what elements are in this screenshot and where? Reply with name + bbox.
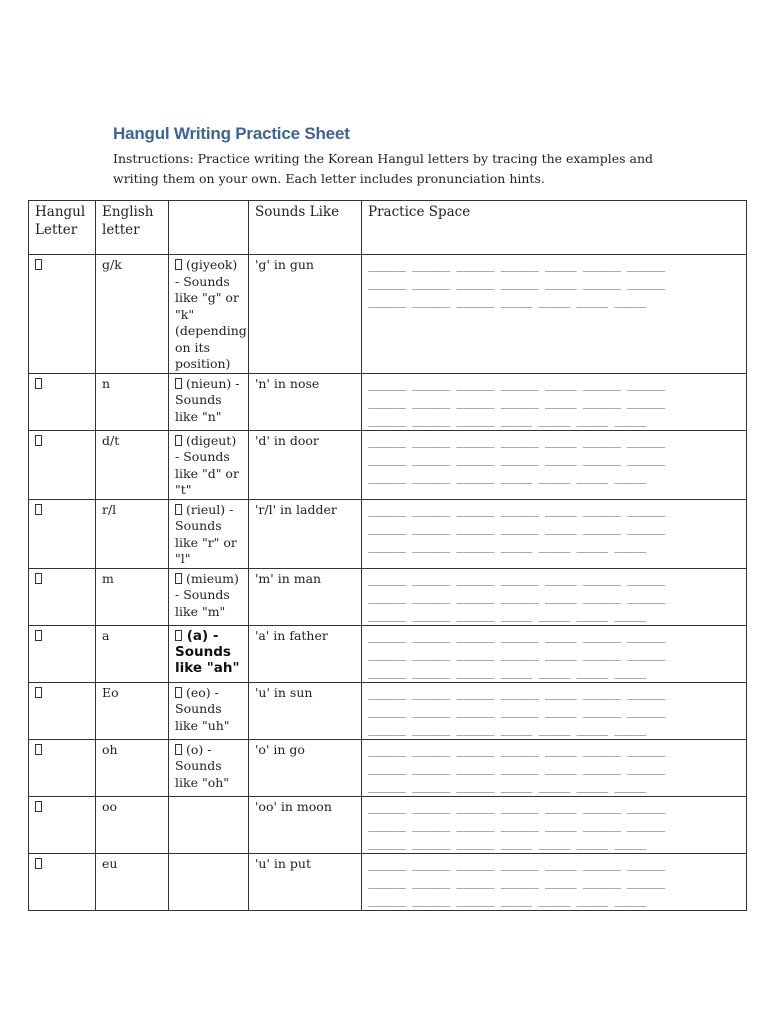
missing-glyph-icon [175,744,182,755]
description-cell [169,568,249,625]
english-letter-cell: Eo [96,682,169,739]
missing-glyph-icon [175,435,182,446]
header-description [169,201,249,255]
practice-line: ______ ______ ______ ______ _____ ______ ______ [368,435,666,448]
table-row [29,430,747,499]
practice-line: ______ ______ ______ ______ _____ ______ ______ [368,504,666,517]
sounds-like-cell: 'oo' in moon [249,796,362,853]
practice-line: ______ ______ ______ ______ _____ ______ ______ [368,705,666,718]
missing-glyph-icon [35,573,42,584]
practice-line: ______ ______ ______ ______ _____ ______ ______ [368,278,666,290]
table-row [29,682,747,739]
practice-line: ______ ______ ______ _____ _____ _____ _____ [368,666,647,679]
missing-glyph-icon [175,259,182,270]
description-text: (mieum) - Sounds like "m" [175,570,239,619]
practice-line: ______ ______ ______ ______ _____ ______ ______ [368,573,666,586]
english-letter-cell: oo [96,796,169,853]
practice-line: ______ ______ ______ _____ _____ _____ _____ [368,414,647,427]
description-cell [169,373,249,430]
practice-line: ______ ______ ______ _____ _____ _____ _____ [368,540,647,553]
description-cell [169,430,249,499]
practice-space-cell[interactable] [362,568,747,625]
description-text: (o) - Sounds like "oh" [175,741,230,790]
sounds-like-cell: 'm' in man [249,568,362,625]
practice-line: ______ ______ ______ ______ _____ ______ ______ [368,378,666,391]
table-row [29,739,747,796]
practice-line: ______ ______ ______ ______ _____ ______ ______ [368,522,666,535]
missing-glyph-icon [35,378,42,389]
description-text: (nieun) - Sounds like "n" [175,375,240,424]
description-cell [169,255,249,374]
missing-glyph-icon [35,435,42,446]
missing-glyph-icon [175,378,182,389]
practice-line: ______ ______ ______ ______ _____ ______ ______ [368,819,666,832]
header-practice-space: Practice Space [362,201,747,255]
description-text: (rieul) - Sounds like "r" or "l" [175,501,237,566]
practice-line: ______ ______ ______ _____ _____ _____ _____ [368,723,647,736]
english-letter-cell: d/t [96,430,169,499]
practice-line: ______ ______ ______ ______ _____ ______ ______ [368,876,666,889]
description-text: (eo) - Sounds like "uh" [175,684,230,733]
english-letter-cell: n [96,373,169,430]
practice-line: ______ ______ ______ _____ _____ _____ _____ [368,296,647,308]
sounds-like-cell: 'u' in sun [249,682,362,739]
sounds-like-cell: 'a' in father [249,625,362,682]
description-text: (digeut) - Sounds like "d" or "t" [175,432,239,497]
english-letter-cell: eu [96,853,169,910]
practice-line: ______ ______ ______ ______ _____ ______ ______ [368,762,666,775]
hangul-letter-cell [29,682,96,739]
sounds-like-cell: 'r/l' in ladder [249,499,362,568]
missing-glyph-icon [175,630,182,641]
description-cell [169,853,249,910]
missing-glyph-icon [35,801,42,812]
hangul-letter-cell [29,853,96,910]
practice-line: ______ ______ ______ _____ _____ _____ _____ [368,609,647,622]
table-row [29,568,747,625]
practice-space-cell[interactable] [362,255,747,374]
description-text: (giyeok) - Sounds like "g" or "k" (depending on its position) [175,257,247,371]
practice-line: ______ ______ ______ ______ _____ ______ ______ [368,801,666,814]
table-row [29,796,747,853]
description-cell [169,739,249,796]
missing-glyph-icon [175,687,182,698]
instructions-text: Instructions: Practice writing the Korean Hangul letters by tracing the examples and writing them on your own. Each letter includes pronunciation hints. [113,151,654,186]
description-text: (a) - Sounds like "ah" [175,627,240,676]
practice-line: ______ ______ ______ ______ _____ ______ ______ [368,591,666,604]
missing-glyph-icon [175,573,182,584]
practice-space-cell[interactable] [362,499,747,568]
hangul-letter-cell [29,625,96,682]
table-row [29,499,747,568]
hangul-letter-cell [29,499,96,568]
table-row [29,373,747,430]
header-hangul-letter: Hangul Letter [29,201,96,255]
practice-space-cell[interactable] [362,625,747,682]
hangul-letter-cell [29,796,96,853]
english-letter-cell: m [96,568,169,625]
hangul-letter-cell [29,255,96,374]
practice-line: ______ ______ ______ _____ _____ _____ _____ [368,837,647,850]
table-row [29,255,747,374]
english-letter-cell: r/l [96,499,169,568]
practice-space-cell[interactable] [362,853,747,910]
practice-line: ______ ______ ______ ______ _____ ______ ______ [368,744,666,757]
practice-line: ______ ______ ______ _____ _____ _____ _____ [368,471,647,484]
sounds-like-cell: 'n' in nose [249,373,362,430]
missing-glyph-icon [175,504,182,515]
practice-line: ______ ______ ______ ______ _____ ______ ______ [368,858,666,871]
practice-space-cell[interactable] [362,739,747,796]
practice-line: ______ ______ ______ ______ _____ ______ ______ [368,260,666,272]
header-sounds-like: Sounds Like [249,201,362,255]
table-row [29,625,747,682]
description-cell [169,682,249,739]
sounds-like-cell: 'g' in gun [249,255,362,374]
description-cell [169,796,249,853]
table-row [29,853,747,910]
missing-glyph-icon [35,259,42,270]
missing-glyph-icon [35,858,42,869]
practice-space-cell[interactable] [362,796,747,853]
sounds-like-cell: 'u' in put [249,853,362,910]
missing-glyph-icon [35,744,42,755]
table-header-row [29,201,747,255]
hangul-letter-cell [29,568,96,625]
practice-space-cell[interactable] [362,682,747,739]
missing-glyph-icon [35,687,42,698]
practice-line: ______ ______ ______ ______ _____ ______ ______ [368,396,666,409]
description-cell [169,499,249,568]
header-english-letter: English letter [96,201,169,255]
practice-line: ______ ______ ______ _____ _____ _____ _____ [368,780,647,793]
practice-space-cell[interactable] [362,373,747,430]
practice-table [28,200,747,911]
english-letter-cell: a [96,625,169,682]
sheet-title: Hangul Writing Practice Sheet [113,124,350,143]
hangul-letter-cell [29,739,96,796]
hangul-letter-cell [29,430,96,499]
sounds-like-cell: 'o' in go [249,739,362,796]
missing-glyph-icon [35,504,42,515]
description-cell [169,625,249,682]
english-letter-cell: oh [96,739,169,796]
english-letter-cell: g/k [96,255,169,374]
practice-line: ______ ______ ______ _____ _____ _____ _____ [368,894,647,907]
practice-line: ______ ______ ______ ______ _____ ______ ______ [368,687,666,700]
hangul-letter-cell [29,373,96,430]
missing-glyph-icon [35,630,42,641]
sounds-like-cell: 'd' in door [249,430,362,499]
practice-line: ______ ______ ______ ______ _____ ______ ______ [368,648,666,661]
practice-line: ______ ______ ______ ______ _____ ______ ______ [368,630,666,643]
practice-line: ______ ______ ______ ______ _____ ______ ______ [368,453,666,466]
practice-space-cell[interactable] [362,430,747,499]
